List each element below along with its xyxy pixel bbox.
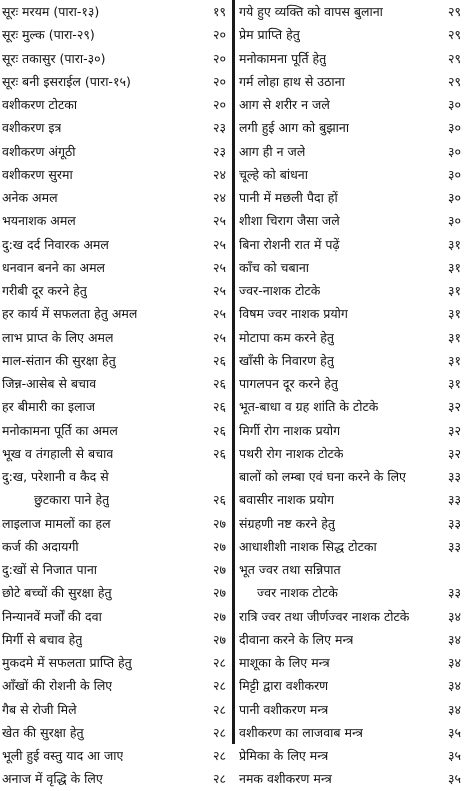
toc-entry-page-number: २७ xyxy=(212,608,226,624)
toc-entry-title: गये हुए व्यक्ति को वापस बुलाना xyxy=(239,4,383,19)
toc-entry-title: सूरः मरयम (पारा-१३) xyxy=(2,4,100,19)
toc-entry-title: भयनाशक अमल xyxy=(2,213,76,229)
toc-entry-title: छोटे बच्चों की सुरक्षा हेतु xyxy=(2,585,112,601)
toc-entry xyxy=(0,558,232,581)
toc-entry-page-number: २६ xyxy=(212,445,226,461)
toc-entry-title: लाभ प्राप्त के लिए अमल xyxy=(2,329,114,345)
toc-entry xyxy=(235,256,467,279)
toc-entry-page-number: ३३ xyxy=(447,585,461,601)
toc-entry xyxy=(235,349,467,372)
toc-entry xyxy=(235,0,467,23)
toc-entry-page-number: ३१ xyxy=(447,236,461,252)
toc-entry-title: गरीबी दूर करने हेतु xyxy=(2,283,87,298)
toc-entry-page-number: ३१ xyxy=(447,376,461,391)
toc-entry-title: वशीकरण सुरमा xyxy=(2,166,73,182)
toc-entry-title: बवासीर नाशक प्रयोग xyxy=(239,492,334,508)
toc-entry-page-number: २७ xyxy=(212,538,226,554)
toc-entry xyxy=(235,395,467,418)
toc-entry xyxy=(0,465,232,488)
toc-entry-title: गर्म लोहा हाथ से उठाना xyxy=(239,73,345,89)
toc-entry xyxy=(0,209,232,232)
toc-entry-title: हर कार्य में सफलता हेतु अमल xyxy=(2,306,138,322)
toc-entry xyxy=(0,233,232,256)
toc-entry-title: भूत-बाधा व ग्रह शांति के टोटके xyxy=(239,399,379,415)
toc-entry xyxy=(0,721,232,744)
toc-entry-page-number: ३० xyxy=(447,213,461,229)
toc-entry-page-number: २६ xyxy=(212,492,226,508)
toc-entry-page-number: २६ xyxy=(212,376,226,391)
toc-entry-title: भूत ज्वर तथा सन्निपात xyxy=(239,562,341,577)
toc-entry xyxy=(0,23,232,46)
toc-entry-page-number: २५ xyxy=(212,213,226,229)
toc-entry xyxy=(0,605,232,628)
toc-entry-page-number: २९ xyxy=(447,4,461,19)
toc-entry xyxy=(235,163,467,186)
toc-entry-page-number: २८ xyxy=(212,771,226,787)
toc-entry-page-number: ३० xyxy=(447,120,461,136)
toc-entry-title: सूरः मुल्क (पारा-२९) xyxy=(2,27,95,43)
toc-entry-page-number: २९ xyxy=(447,50,461,66)
toc-entry-page-number: ३० xyxy=(447,190,461,205)
toc-entry-title: दु:ख दर्द निवारक अमल xyxy=(2,236,109,252)
toc-entry-title: रात्रि ज्वर तथा जीर्णज्वर नाशक टोटके xyxy=(239,608,410,624)
toc-entry-title: ज्वर-नाशक टोटके xyxy=(239,283,321,298)
toc-entry-page-number: ३४ xyxy=(447,608,461,624)
toc-entry-page-number: २० xyxy=(212,50,226,66)
toc-entry xyxy=(0,349,232,372)
toc-entry-title: सूरः बनी इसराईल (पारा-१५) xyxy=(2,73,131,89)
toc-entry-title: शीशा चिराग जैसा जले xyxy=(239,213,340,229)
toc-entry-title: दु:खों से निजात पाना xyxy=(2,562,98,577)
toc-entry-title: जिन्न-आसेब से बचाव xyxy=(2,376,97,391)
toc-entry-page-number: २८ xyxy=(212,701,226,717)
toc-entry-page-number: २६ xyxy=(212,399,226,415)
toc-entry-title: निन्यानवें मर्जों की दवा xyxy=(2,608,102,624)
toc-entry-title: मोटापा कम करने हेतु xyxy=(239,329,334,345)
toc-entry-page-number: २५ xyxy=(212,283,226,298)
toc-right-column xyxy=(235,0,467,787)
toc-entry-page-number: २४ xyxy=(212,190,226,205)
toc-entry-title: आँखों की रोशनी के लिए xyxy=(2,678,113,694)
toc-entry-title: दु:ख, परेशानी व कैद से xyxy=(2,469,109,484)
toc-entry-page-number: २९ xyxy=(447,27,461,43)
toc-entry-page-number: ३१ xyxy=(447,352,461,368)
toc-entry xyxy=(0,93,232,116)
toc-entry-title: पानी वशीकरण मन्त्र xyxy=(239,701,329,717)
toc-entry-page-number: २० xyxy=(212,27,226,43)
toc-entry xyxy=(235,279,467,302)
toc-entry xyxy=(235,581,467,604)
toc-entry-title: खेत की सुरक्षा हेतु xyxy=(2,724,84,740)
toc-entry-title: सूरः तकासुर (पारा-३०) xyxy=(2,50,106,66)
toc-entry xyxy=(0,767,232,790)
toc-entry-page-number: २८ xyxy=(212,748,226,763)
toc-entry-page-number: ३५ xyxy=(447,748,461,763)
toc-entry-title: मिर्गी से बचाव हेतु xyxy=(2,631,83,647)
toc-entry-title: माल-संतान की सुरक्षा हेतु xyxy=(2,352,116,368)
toc-entry-page-number: ३० xyxy=(447,166,461,182)
toc-entry-title: गैब से रोजी मिले xyxy=(2,701,77,717)
toc-entry-title: पथरी रोग नाशक टोटके xyxy=(239,445,344,461)
toc-entry-page-number: ३१ xyxy=(447,306,461,322)
toc-entry xyxy=(0,651,232,674)
toc-entry-page-number: २५ xyxy=(212,306,226,322)
toc-entry-title: मिट्टी द्वारा वशीकरण xyxy=(239,678,329,694)
toc-entry-title: हर बीमारी का इलाज xyxy=(2,399,96,415)
toc-entry xyxy=(235,23,467,46)
toc-entry-title: वशीकरण अंगूठी xyxy=(2,143,76,159)
toc-entry-page-number: ३४ xyxy=(447,655,461,670)
toc-entry xyxy=(0,70,232,93)
toc-entry-title: मनोकामना पूर्ति का अमल xyxy=(2,422,118,438)
toc-entry xyxy=(235,465,467,488)
toc-entry-page-number: २५ xyxy=(212,329,226,345)
toc-entry-title: कर्ज की अदायगी xyxy=(2,538,79,554)
toc-entry-page-number: ३४ xyxy=(447,678,461,694)
toc-entry xyxy=(235,535,467,558)
toc-entry-page-number: २६ xyxy=(212,352,226,368)
toc-entry-page-number: २३ xyxy=(212,120,226,136)
toc-entry-title: काँच को चबाना xyxy=(239,259,310,275)
toc-entry xyxy=(235,605,467,628)
toc-entry xyxy=(0,372,232,395)
toc-entry-page-number: २८ xyxy=(212,724,226,740)
toc-entry xyxy=(0,163,232,186)
toc-entry-page-number: ३१ xyxy=(447,283,461,298)
toc-entry-page-number: ३३ xyxy=(447,469,461,484)
toc-entry-title: पागलपन दूर करने हेतु xyxy=(239,376,338,391)
toc-entry-page-number: ३३ xyxy=(447,492,461,508)
toc-entry-title: नमक वशीकरण मन्त्र xyxy=(239,771,332,787)
toc-entry-title: छुटकारा पाने हेतु xyxy=(34,492,110,508)
toc-entry-page-number: ३४ xyxy=(447,701,461,717)
toc-entry xyxy=(0,488,232,511)
toc-entry xyxy=(235,442,467,465)
toc-entry-page-number: २५ xyxy=(212,236,226,252)
toc-entry xyxy=(0,47,232,70)
toc-entry xyxy=(0,512,232,535)
toc-entry xyxy=(235,419,467,442)
toc-entry xyxy=(0,419,232,442)
toc-entry xyxy=(235,47,467,70)
toc-entry-page-number: १९ xyxy=(212,4,226,19)
toc-entry-page-number: ३२ xyxy=(447,445,461,461)
toc-entry-page-number: ३५ xyxy=(447,724,461,740)
toc-entry-title: लाइलाज मामलों का हल xyxy=(2,515,111,531)
toc-entry xyxy=(0,0,232,23)
toc-entry-title: वशीकरण इत्र xyxy=(2,120,62,136)
toc-entry xyxy=(0,256,232,279)
toc-entry-page-number: २७ xyxy=(212,515,226,531)
toc-entry xyxy=(235,70,467,93)
toc-entry-title: बालों को लम्बा एवं घना करने के लिए xyxy=(239,469,406,484)
toc-entry-title: पानी में मछली पैदा हों xyxy=(239,190,338,205)
toc-entry-title: धनवान बनने का अमल xyxy=(2,259,106,275)
toc-entry-title: प्रेम प्राप्ति हेतु xyxy=(239,27,300,43)
toc-entry-page-number: २८ xyxy=(212,655,226,670)
toc-entry-title: प्रेमिका के लिए मन्त्र xyxy=(239,748,329,763)
toc-entry xyxy=(0,535,232,558)
toc-entry xyxy=(235,326,467,349)
toc-entry xyxy=(0,581,232,604)
toc-entry xyxy=(235,512,467,535)
toc-entry-page-number: २८ xyxy=(212,678,226,694)
toc-entry xyxy=(235,651,467,674)
toc-entry-title: वशीकरण टोटका xyxy=(2,97,78,112)
toc-entry-title: ज्वर नाशक टोटके xyxy=(257,585,338,601)
toc-entry-page-number: २४ xyxy=(212,166,226,182)
toc-entry-title: लगी हुई आग को बुझाना xyxy=(239,120,350,136)
toc-entry xyxy=(235,488,467,511)
toc-entry xyxy=(0,302,232,325)
toc-entry xyxy=(0,186,232,209)
toc-entry xyxy=(0,674,232,697)
toc-entry-page-number: ३२ xyxy=(447,422,461,438)
toc-entry xyxy=(0,628,232,651)
toc-entry-page-number: २५ xyxy=(212,259,226,275)
toc-entry xyxy=(235,628,467,651)
toc-entry-title: मिर्गी रोग नाशक प्रयोग xyxy=(239,422,341,438)
toc-entry-page-number: ३३ xyxy=(447,538,461,554)
toc-entry-title: मुकदमे में सफलता प्राप्ति हेतु xyxy=(2,655,132,670)
toc-entry-page-number: ३४ xyxy=(447,631,461,647)
toc-entry-page-number: ३३ xyxy=(447,515,461,531)
toc-entry-page-number: ३० xyxy=(447,97,461,112)
toc-left-column xyxy=(0,0,232,787)
toc-entry-page-number: ३५ xyxy=(447,771,461,787)
toc-entry-title: माशूका के लिए मन्त्र xyxy=(239,655,330,670)
toc-entry-page-number: २७ xyxy=(212,585,226,601)
toc-entry xyxy=(0,279,232,302)
toc-entry-title: आग से शरीर न जले xyxy=(239,97,330,112)
toc-entry xyxy=(235,302,467,325)
toc-entry-title: चूल्हे को बांधना xyxy=(239,166,308,182)
toc-entry xyxy=(0,116,232,139)
toc-entry xyxy=(235,698,467,721)
toc-entry-title: बिना रोशनी रात में पढ़ें xyxy=(239,236,340,252)
toc-entry-title: अनेक अमल xyxy=(2,190,58,205)
toc-entry-title: दीवाना करने के लिए मन्त्र xyxy=(239,631,354,647)
toc-entry xyxy=(235,116,467,139)
toc-entry xyxy=(0,442,232,465)
toc-entry-title: संग्रहणी नष्ट करने हेतु xyxy=(239,515,335,531)
toc-entry-title: मनोकामना पूर्ति हेतु xyxy=(239,50,327,66)
toc-entry xyxy=(235,744,467,767)
toc-entry xyxy=(235,186,467,209)
toc-entry-page-number: २७ xyxy=(212,562,226,577)
toc-entry xyxy=(235,140,467,163)
toc-entry-title: खाँसी के निवारण हेतु xyxy=(239,352,334,368)
toc-entry xyxy=(235,721,467,744)
toc-entry xyxy=(0,698,232,721)
toc-entry xyxy=(0,744,232,767)
toc-entry-page-number: ३१ xyxy=(447,259,461,275)
toc-entry xyxy=(235,209,467,232)
toc-entry-title: वशीकरण का लाजवाब मन्त्र xyxy=(239,724,363,740)
toc-entry-page-number: २३ xyxy=(212,143,226,159)
toc-entry-page-number: २९ xyxy=(447,73,461,89)
toc-entry-title: विषम ज्वर नाशक प्रयोग xyxy=(239,306,348,322)
toc-entry xyxy=(235,674,467,697)
toc-entry-page-number: २० xyxy=(212,73,226,89)
toc-entry xyxy=(0,140,232,163)
toc-entry-page-number: ३० xyxy=(447,143,461,159)
toc-entry-title: आधाशीशी नाशक सिद्ध टोटका xyxy=(239,538,377,554)
toc-entry xyxy=(235,767,467,790)
toc-entry-page-number: २७ xyxy=(212,631,226,647)
toc-entry xyxy=(235,93,467,116)
toc-entry-title: आग ही न जले xyxy=(239,143,306,159)
toc-entry-page-number: ३२ xyxy=(447,399,461,415)
toc-entry xyxy=(235,233,467,256)
toc-entry-page-number: २६ xyxy=(212,422,226,438)
toc-entry-title: अनाज में वृद्धि के लिए xyxy=(2,771,103,787)
toc-entry-title: भूख व तंगहाली से बचाव xyxy=(2,445,114,461)
toc-entry xyxy=(235,558,467,581)
toc-entry xyxy=(0,395,232,418)
toc-entry-page-number: २० xyxy=(212,97,226,112)
toc-entry-title: भूली हुई वस्तु याद आ जाए xyxy=(2,748,124,763)
toc-entry-page-number: ३१ xyxy=(447,329,461,345)
toc-entry xyxy=(0,326,232,349)
toc-entry xyxy=(235,372,467,395)
